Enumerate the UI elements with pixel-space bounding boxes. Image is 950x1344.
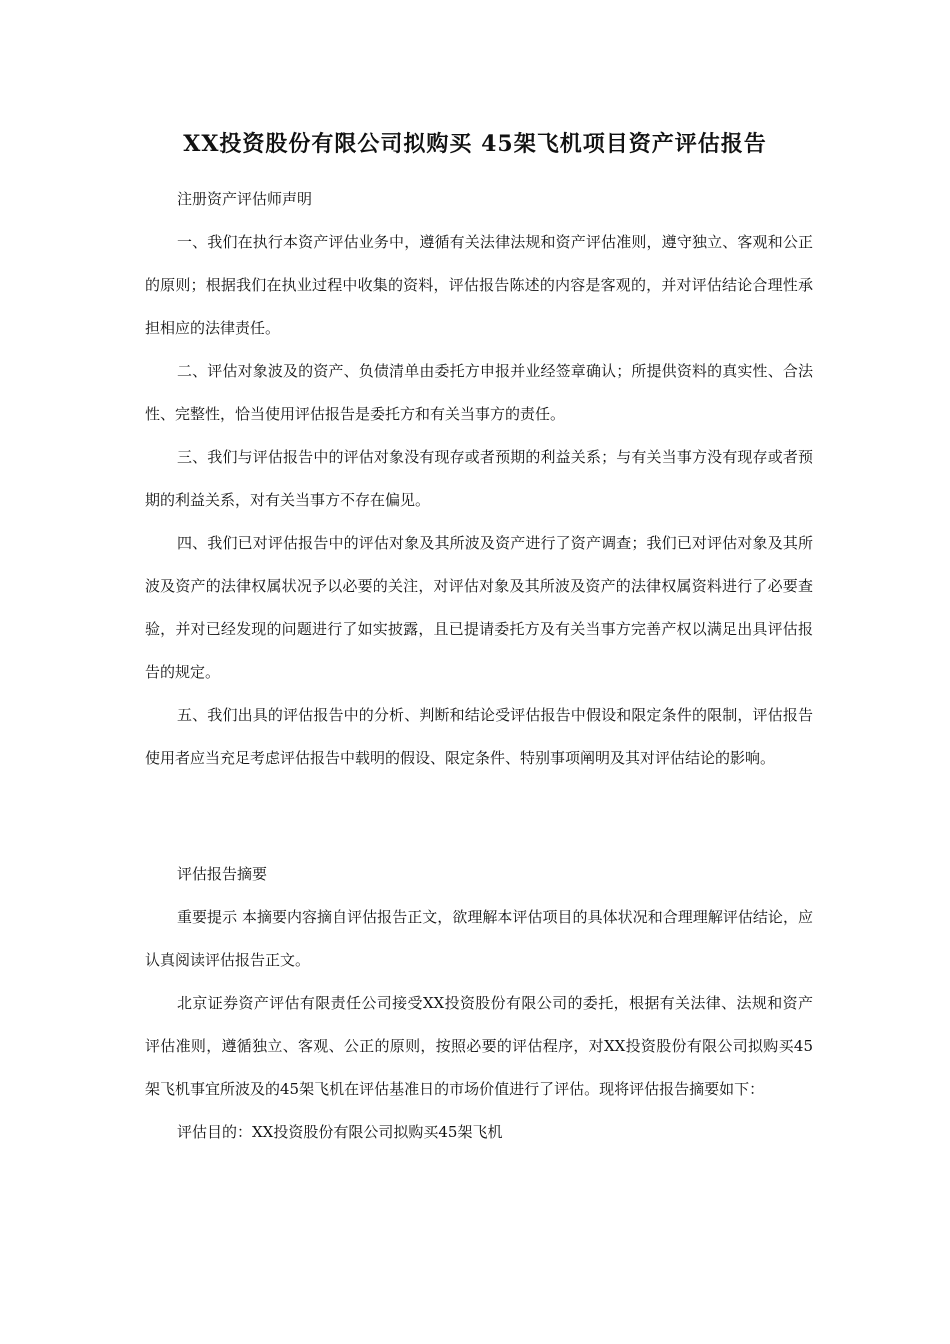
document-title: XX投资股份有限公司拟购买 45架飞机项目资产评估报告 bbox=[183, 131, 767, 157]
declaration-paragraph-4: 四、我们已对评估报告中的评估对象及其所波及资产进行了资产调查；我们已对评估对象及其所波及资产的法律权属状况予以必要的关注，对评估对象及其所波及资产的法律权属资料进行了必要查验，并对已经发现的问题进行了如实披露，且已提请委托方及有关当事方完善产权以满足出具评估报告的规定。 bbox=[145, 534, 813, 681]
summary-heading: 评估报告摘要 bbox=[177, 865, 268, 883]
declaration-paragraph-2: 二、评估对象波及的资产、负债清单由委托方申报并业经签章确认；所提供资料的真实性、合法性、完整性，恰当使用评估报告是委托方和有关当事方的责任。 bbox=[145, 362, 813, 423]
summary-paragraph-2: 北京证券资产评估有限责任公司接受XX投资股份有限公司的委托，根据有关法律、法规和资产评估准则，遵循独立、客观、公正的原则，按照必要的评估程序，对XX投资股份有限公司拟购买45架飞机事宜所波及的45架飞机在评估基准日的市场价值进行了评估。现将评估报告摘要如下： bbox=[145, 994, 813, 1098]
declaration-paragraph-5: 五、我们出具的评估报告中的分析、判断和结论受评估报告中假设和限定条件的限制，评估报告使用者应当充足考虑评估报告中载明的假设、限定条件、特别事项阐明及其对评估结论的影响。 bbox=[145, 706, 813, 767]
declaration-heading: 注册资产评估师声明 bbox=[177, 190, 313, 208]
summary-section bbox=[145, 896, 813, 1154]
declarations-section bbox=[145, 221, 813, 780]
declaration-paragraph-1: 一、我们在执行本资产评估业务中，遵循有关法律法规和资产评估准则，遵守独立、客观和公正的原则；根据我们在执业过程中收集的资料，评估报告陈述的内容是客观的，并对评估结论合理性承担相应的法律责任。 bbox=[145, 233, 813, 337]
declaration-paragraph-3: 三、我们与评估报告中的评估对象没有现存或者预期的利益关系；与有关当事方没有现存或者预期的利益关系，对有关当事方不存在偏见。 bbox=[145, 448, 813, 509]
summary-paragraph-1: 重要提示 本摘要内容摘自评估报告正文，欲理解本评估项目的具体状况和合理理解评估结论，应认真阅读评估报告正文。 bbox=[145, 908, 813, 969]
summary-paragraph-3: 评估目的：XX投资股份有限公司拟购买45架飞机 bbox=[177, 1123, 503, 1141]
